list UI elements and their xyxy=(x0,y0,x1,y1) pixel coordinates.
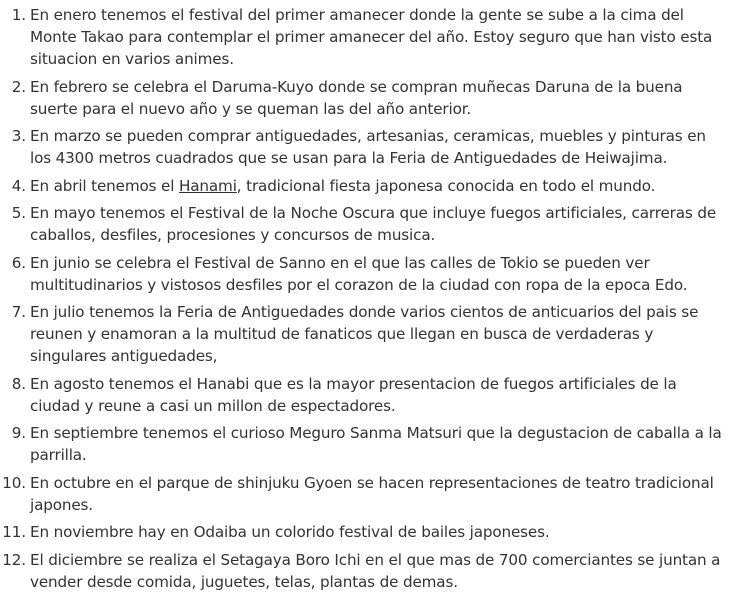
list-item-text: En noviembre hay en Odaiba un colorido festival de bailes japoneses. xyxy=(30,523,550,541)
list-item-number: 11. xyxy=(2,523,26,541)
list-item-number: 8. xyxy=(11,374,26,393)
list-item xyxy=(0,301,737,367)
list-item-number: 10. xyxy=(2,473,26,492)
list-item-number: 6. xyxy=(11,253,26,272)
list-item-text: En septiembre tenemos el curioso Meguro Sanma Matsuri que la degustacion de caballa a la parrilla. xyxy=(30,424,722,464)
list-item-number: 5. xyxy=(11,204,26,222)
list-item-text: En octubre en el parque de shinjuku Gyoen se hacen representaciones de teatro tradicional japones. xyxy=(30,473,714,514)
festival-list xyxy=(0,4,737,593)
list-item-text: En enero tenemos el festival del primer amanecer donde la gente se sube a la cima del Monte Takao para contemplar el primer amanecer del año. Estoy seguro que han visto esta situacion en varios animes. xyxy=(30,6,713,68)
list-item xyxy=(0,252,737,296)
list-item xyxy=(0,202,737,246)
list-item xyxy=(0,521,737,543)
list-item xyxy=(0,422,737,466)
list-item xyxy=(0,175,737,197)
list-item-text: En agosto tenemos el Hanabi que es la mayor presentacion de fuegos artificiales de la ciudad y reune a casi un millon de espectadores. xyxy=(30,374,677,415)
list-item-number: 3. xyxy=(11,127,26,145)
list-item-number: 1. xyxy=(11,6,26,24)
list-item-number: 9. xyxy=(11,424,26,442)
hanami-link[interactable]: Hanami xyxy=(179,176,237,195)
list-item xyxy=(0,125,737,169)
list-item-number: 4. xyxy=(11,176,26,195)
list-item-number: 12. xyxy=(2,550,26,569)
list-item xyxy=(0,549,737,593)
list-item-text: En febrero se celebra el Daruma-Kuyo donde se compran muñecas Daruna de la buena suerte para el nuevo año y se queman las del año anterior. xyxy=(30,77,683,118)
list-item-text: En marzo se pueden comprar antiguedades, artesanias, ceramicas, muebles y pinturas en los 4300 metros cuadrados que se usan para la Feria de Antiguedades de Heiwajima. xyxy=(30,127,706,167)
list-item-text-pre: En abril tenemos el xyxy=(30,176,179,195)
list-item-number: 7. xyxy=(11,303,26,321)
list-item xyxy=(0,472,737,516)
list-item-number: 2. xyxy=(11,77,26,96)
list-item xyxy=(0,373,737,417)
list-item xyxy=(0,4,737,70)
list-item-text: En junio se celebra el Festival de Sanno en el que las calles de Tokio se pueden ver multitudinarios y vistosos desfiles por el corazon de la ciudad con ropa de la epoca Edo. xyxy=(30,253,688,294)
list-item-text-post: , tradicional fiesta japonesa conocida en todo el mundo. xyxy=(236,176,656,195)
list-item-text: El diciembre se realiza el Setagaya Boro Ichi en el que mas de 700 comerciantes se juntan a vender desde comida, juguetes, telas, plantas de demas. xyxy=(30,550,721,591)
list-item-text: En mayo tenemos el Festival de la Noche Oscura que incluye fuegos artificiales, carreras de caballos, desfiles, procesiones y concursos de musica. xyxy=(30,204,717,244)
list-item-text: En julio tenemos la Feria de Antiguedades donde varios cientos de anticuarios del pais se reunen y enamoran a la multitud de fanaticos que llegan en busca de verdaderas y singulares antiguedades, xyxy=(30,303,699,365)
list-item xyxy=(0,76,737,120)
